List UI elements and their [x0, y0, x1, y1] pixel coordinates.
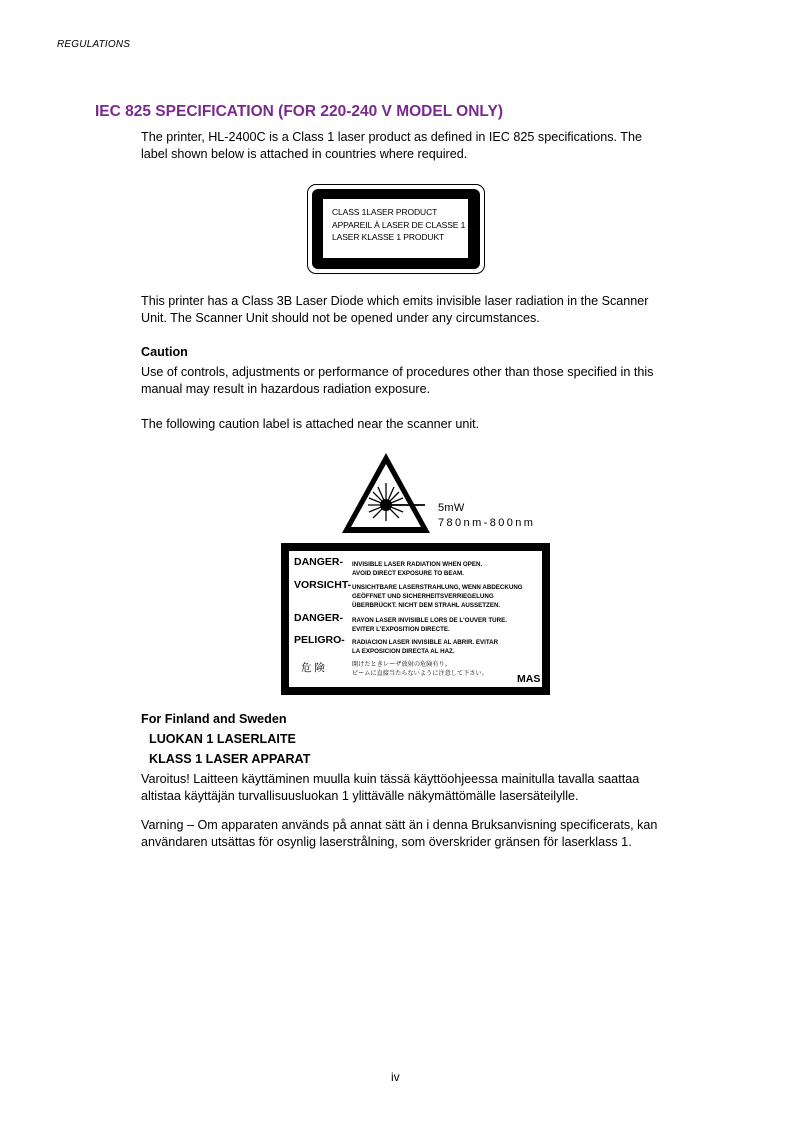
warning-line: UNSICHTBARE LASERSTRAHLUNG, WENN ABDECKUNG	[352, 584, 523, 591]
swedish-warning-paragraph	[141, 817, 701, 851]
warning-key: PELIGRO-	[294, 634, 345, 646]
warning-line: LA EXPOSICION DIRECTA AL HAZ.	[352, 648, 455, 655]
class1-label-line: APPAREIL À LASER DE CLASSE 1	[332, 219, 466, 230]
danger-warning-label	[281, 543, 550, 695]
caution-line: Use of controls, adjustments or performance of procedures other than those specified in this	[141, 365, 654, 379]
finnish-warning-line: Varoitus! Laitteen käyttäminen muulla kuin tässä käyttöohjeessa mainitulla tavalla saattaa	[141, 772, 640, 786]
finland-sweden-heading: For Finland and Sweden	[141, 712, 287, 726]
warning-text	[352, 616, 507, 634]
swedish-class-label: KLASS 1 LASER APPARAT	[149, 752, 311, 766]
label-mark: MAS	[517, 673, 541, 685]
warning-key: VORSICHT-	[294, 579, 352, 591]
warning-text	[352, 583, 523, 610]
warning-line: EVITER L'EXPOSITION DIRECTE.	[352, 626, 450, 633]
caution-label-intro	[141, 416, 701, 433]
swedish-warning-line: användaren utsättas för osynlig laserstrålning, som överskrider gränsen för laserklass 1.	[141, 835, 632, 849]
caution-heading: Caution	[141, 345, 188, 359]
warning-line: RADIACION LASER INVISIBLE AL ABRIR. EVITAR	[352, 639, 499, 646]
diode-line: This printer has a Class 3B Laser Diode which emits invisible laser radiation in the Scanner	[141, 294, 649, 308]
caution-line: manual may result in hazardous radiation exposure.	[141, 382, 431, 396]
warning-line: RAYON LASER INVISIBLE LORS DE L'OUVER TURE.	[352, 617, 507, 624]
intro-line: label shown below is attached in countries where required.	[141, 147, 468, 161]
warning-text	[352, 638, 498, 656]
warning-line: GEÖFFNET UND SICHERHEITSVERRIEGELUNG	[352, 593, 494, 600]
class1-label-text	[332, 206, 465, 244]
laser-diode-paragraph	[141, 293, 701, 327]
caution-paragraph	[141, 364, 701, 398]
intro-line: The printer, HL-2400C is a Class 1 laser product as defined in IEC 825 specifications. The	[141, 130, 642, 144]
diode-line: Unit. The Scanner Unit should not be opened under any circumstances.	[141, 311, 540, 325]
finnish-warning-line: altistaa käyttäjän turvallisuusluokan 1 ylittävälle näkymättömälle lasersäteilylle.	[141, 789, 579, 803]
laser-wavelength-label: 780nm-800nm	[438, 517, 536, 529]
caution-label-intro-text: The following caution label is attached near the scanner unit.	[141, 417, 480, 431]
warning-text	[352, 560, 482, 578]
class1-label-line: CLASS 1LASER PRODUCT	[332, 207, 438, 217]
warning-text	[352, 660, 488, 678]
warning-line: ビームに直接当たらないように注意して下さい。	[352, 670, 488, 677]
warning-line: AVOID DIRECT EXPOSURE TO BEAM.	[352, 570, 464, 577]
warning-key: DANGER-	[294, 612, 343, 624]
page-number: iv	[391, 1070, 400, 1084]
laser-power-label: 5mW	[438, 502, 465, 514]
class1-label-line: LASER KLASSE 1 PRODUKT	[332, 232, 445, 242]
running-head: REGULATIONS	[57, 39, 131, 50]
warning-key: DANGER-	[294, 556, 343, 568]
intro-paragraph	[141, 129, 701, 163]
section-title: IEC 825 SPECIFICATION (FOR 220-240 V MODEL ONLY)	[95, 103, 503, 120]
finnish-class-label: LUOKAN 1 LASERLAITE	[149, 732, 296, 746]
danger-label-panel	[289, 551, 542, 687]
warning-key: 危 険	[301, 662, 325, 674]
warning-line: ÜBERBRÜCKT. NICHT DEM STRAHL AUSSETZEN.	[352, 602, 501, 609]
warning-line: 開けたときレーザ放射の危険有り。	[352, 661, 451, 668]
warning-line: INVISIBLE LASER RADIATION WHEN OPEN.	[352, 561, 483, 568]
swedish-warning-line: Varning – Om apparaten används på annat sätt än i denna Bruksanvisning specificerats, kan	[141, 818, 658, 832]
finnish-warning-paragraph	[141, 771, 701, 805]
laser-warning-icon	[340, 451, 432, 535]
